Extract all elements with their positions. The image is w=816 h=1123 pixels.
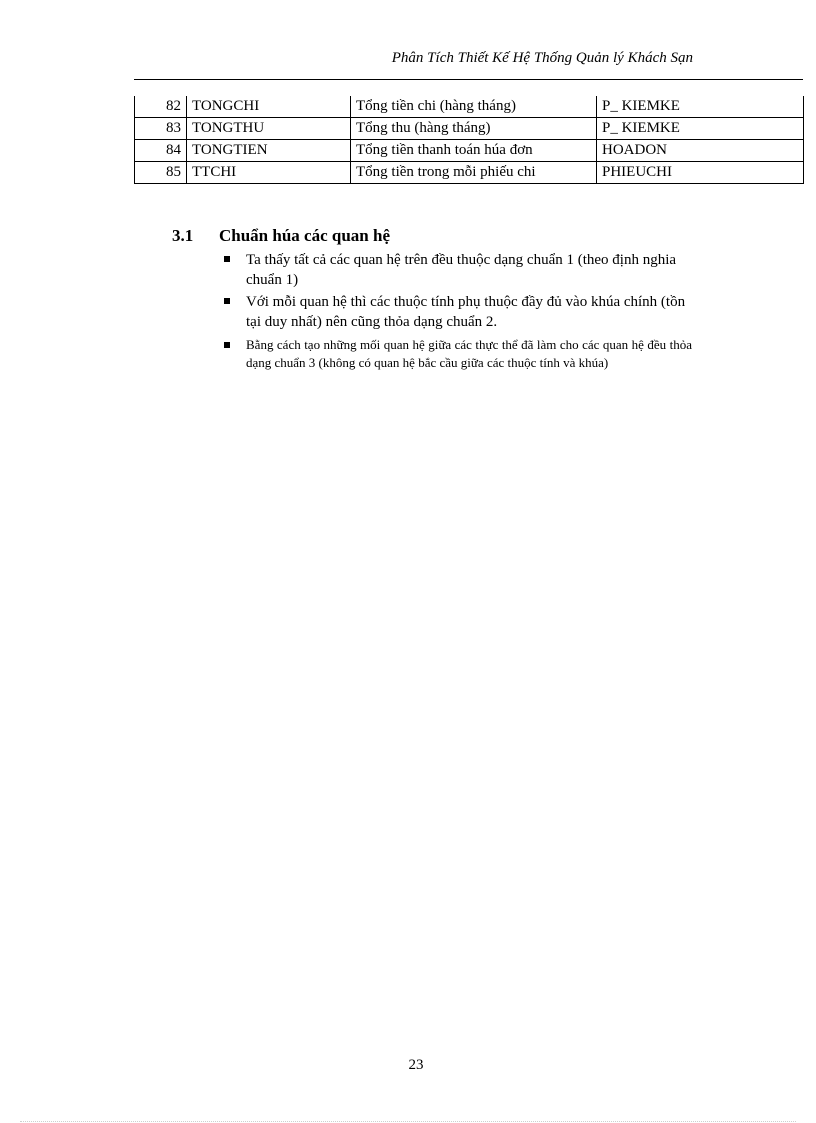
table-row [135,162,804,184]
row-number-cell: 83 [135,118,187,140]
bullet-list [222,250,692,374]
description-cell: Tổng tiền chi (hàng tháng) [351,96,597,118]
header-rule [134,79,803,80]
table-name-cell: PHIEUCHI [597,162,804,184]
section-number: 3.1 [172,226,194,245]
list-item-text: Bằng cách tạo những mối quan hệ giữa các thực thể đã làm cho các quan hệ đều thỏa dạng chuẩn 3 (không có quan hệ bắc cầu giữa các thuộc tính và khúa) [246,337,692,370]
attribute-name-cell: TONGCHI [187,96,351,118]
section-title: Chuẩn húa các quan hệ [219,226,391,245]
running-header-title: Phân Tích Thiết Kế Hệ Thống Quản lý Khách Sạn [391,50,693,66]
list-item-text: Với mỗi quan hệ thì các thuộc tính phụ thuộc đầy đủ vào khúa chính (tồn tại duy nhất) nên cũng thỏa dạng chuẩn 2. [246,294,686,330]
attribute-name-cell: TTCHI [187,162,351,184]
list-item-text: Ta thấy tất cả các quan hệ trên đều thuộc dạng chuẩn 1 (theo định nghia chuẩn 1) [246,252,677,288]
table-name-cell: P_ KIEMKE [597,96,804,118]
square-bullet-icon [224,298,230,304]
attribute-name-cell: TONGTHU [187,118,351,140]
table-row [135,118,804,140]
attribute-table [134,96,804,184]
description-cell: Tổng tiền thanh toán húa đơn [351,140,597,162]
table-name-cell: HOADON [597,140,804,162]
row-number-cell: 84 [135,140,187,162]
table-row [135,140,804,162]
footer-rule [20,1121,796,1122]
list-item [222,292,692,332]
table-name-cell: P_ KIEMKE [597,118,804,140]
list-item [222,336,692,372]
description-cell: Tổng tiền trong mỗi phiếu chi [351,162,597,184]
table-row [135,96,804,118]
list-item [222,250,692,290]
page-number: 23 [408,1057,424,1073]
attribute-name-cell: TONGTIEN [187,140,351,162]
square-bullet-icon [224,256,230,262]
square-bullet-icon [224,342,230,348]
description-cell: Tổng thu (hàng tháng) [351,118,597,140]
row-number-cell: 82 [135,96,187,118]
section-heading [172,226,390,246]
row-number-cell: 85 [135,162,187,184]
